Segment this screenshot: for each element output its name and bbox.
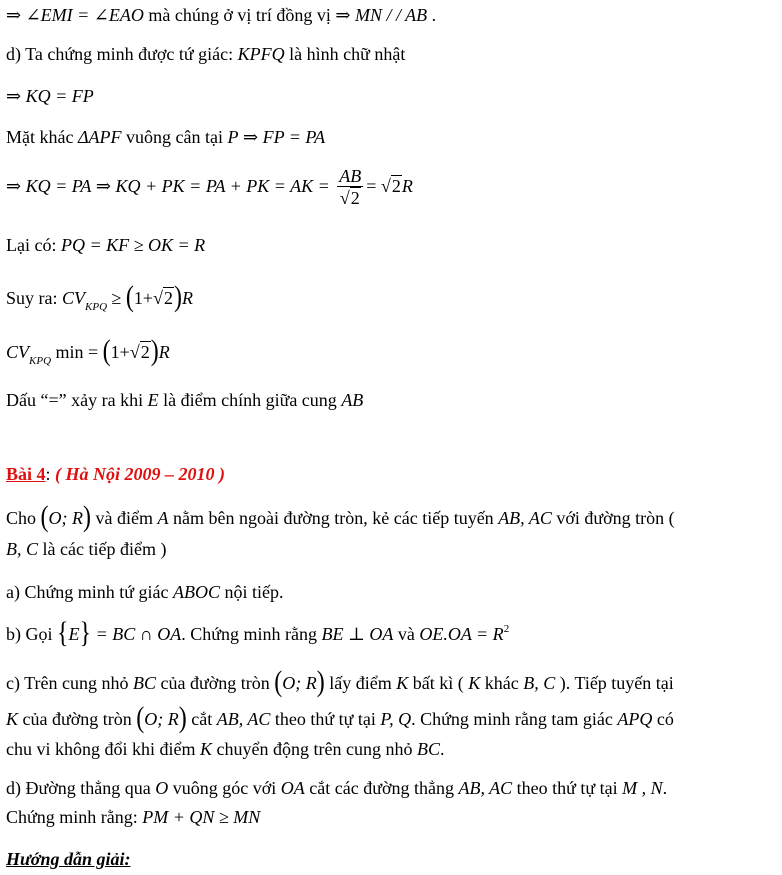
text: là hình chữ nhật (284, 44, 406, 64)
text: với đường tròn ( (551, 508, 675, 528)
radicand: 2 (391, 176, 401, 196)
text: theo thứ tự tại (270, 709, 381, 729)
left-paren: ( (40, 500, 49, 534)
denominator (340, 187, 361, 209)
right-paren: ) (173, 280, 182, 314)
sqrt-symbol: √ (129, 342, 140, 362)
text: c) Trên cung nhỏ (6, 673, 133, 693)
math-expr: KQ = FP (25, 86, 94, 106)
text: và điểm (91, 508, 158, 528)
right-paren: ) (178, 701, 187, 735)
sqrt-symbol: √ (339, 188, 350, 209)
math-expr: KPFQ (237, 44, 285, 64)
superscript: 2 (503, 623, 510, 635)
text: theo thứ tự tại (512, 778, 623, 798)
math-expr: R (401, 176, 413, 196)
math-expr: min = (51, 342, 103, 362)
text: Lại có: (6, 235, 61, 255)
text: lấy điểm (324, 673, 397, 693)
implies-symbol: ⇒ (6, 5, 22, 25)
left-paren: ( (274, 665, 283, 699)
period: . (439, 739, 445, 759)
solution-heading (6, 848, 130, 870)
math-expr: KQ + PK = PA + PK = AK = (115, 176, 330, 196)
period: . (431, 5, 437, 25)
part-a (6, 581, 283, 603)
text: Suy ra: (6, 288, 62, 308)
math-expr: ≥ (107, 288, 126, 308)
math-expr: 1+ (110, 342, 130, 362)
implies-symbol: ⇒ (238, 127, 259, 147)
text: của đường tròn (18, 709, 137, 729)
math-expr: E (147, 390, 159, 410)
line-5 (6, 164, 413, 209)
colon: : (45, 464, 56, 484)
math-expr: OA (280, 778, 305, 798)
math-expr: AB, AC (216, 709, 271, 729)
right-brace: } (79, 616, 92, 650)
math-expr: P (227, 127, 239, 147)
math-expr: BC (416, 739, 440, 759)
implies-symbol: ⇒ (95, 176, 112, 196)
text: d) Đường thẳng qua (6, 778, 156, 798)
numerator: AB (339, 166, 362, 187)
text: ). Tiếp tuyến tại (555, 673, 674, 693)
text: . Chứng minh rằng (181, 624, 322, 644)
text: Chứng minh rằng: (6, 807, 143, 827)
text: chuyển động trên cung nhỏ (212, 739, 417, 759)
text: bất kì ( (408, 673, 469, 693)
line-16 (6, 701, 674, 735)
implies-symbol: ⇒ (6, 176, 22, 196)
part-c (6, 665, 674, 699)
math-expr: ABOC (172, 582, 220, 602)
text: là điểm chính giữa cung (158, 390, 342, 410)
right-paren: ) (83, 500, 92, 534)
math-expr: O; R (144, 709, 179, 729)
text: Mặt khác (6, 127, 78, 147)
math-expr: R (158, 342, 170, 362)
math-expr: OE.OA = R (419, 624, 504, 644)
math-expr: O; R (282, 673, 317, 693)
math-expr: MN / / AB (354, 5, 428, 25)
math-expr: M , N (622, 778, 663, 798)
math-expr: PQ = KF ≥ OK = R (60, 235, 206, 255)
line-8 (6, 336, 170, 370)
radicand: 2 (140, 342, 150, 362)
text: cắt các đường thẳng (304, 778, 459, 798)
text: b) Gọi (6, 624, 57, 644)
left-paren: ( (102, 334, 111, 368)
text: có (652, 709, 674, 729)
math-expr: BE ⊥ OA (321, 624, 394, 644)
text: Dấu “=” xảy ra khi (6, 390, 148, 410)
math-expr: O; R (48, 508, 84, 528)
subscript: KPQ (29, 355, 52, 367)
text: nằm bên ngoài đường tròn, kẻ các tiếp tuyến (168, 508, 499, 528)
left-brace: { (57, 616, 69, 650)
text: d) Ta chứng minh được tứ giác: (6, 44, 238, 64)
math-expr: B, C (6, 539, 39, 559)
line-4 (6, 126, 325, 148)
sqrt-symbol: √ (380, 176, 391, 196)
text: là các tiếp điểm ) (38, 539, 167, 559)
line-11 (6, 500, 675, 534)
problem-label: Bài 4 (6, 464, 46, 484)
right-paren: ) (316, 665, 325, 699)
line-19 (6, 806, 260, 828)
line-12 (6, 538, 166, 560)
line-2 (6, 43, 405, 65)
text: của đường tròn (156, 673, 275, 693)
text: nội tiếp. (219, 582, 284, 602)
text: khác (480, 673, 524, 693)
math-expr: B, C (523, 673, 556, 693)
math-expr: E (68, 624, 80, 644)
line-6 (6, 234, 205, 256)
fraction (337, 166, 363, 209)
radicand: 2 (350, 188, 360, 209)
part-b (6, 616, 510, 650)
text: . Chứng minh rằng tam giác (411, 709, 618, 729)
text: chu vi không đổi khi điểm (6, 739, 200, 759)
period: . (662, 778, 668, 798)
implies-symbol: ⇒ (6, 86, 22, 106)
line-7 (6, 282, 193, 316)
math-expr: O (155, 778, 169, 798)
math-expr: ΔAPF (77, 127, 122, 147)
math-expr: CV (6, 342, 30, 362)
math-expr: KQ = PA (25, 176, 92, 196)
math-expr: PM + QN ≥ MN (142, 807, 261, 827)
math-expr: FP = PA (262, 127, 326, 147)
math-expr: BC (133, 673, 157, 693)
right-paren: ) (150, 334, 159, 368)
math-expr: K (396, 673, 409, 693)
math-expr: R (181, 288, 193, 308)
text: cắt (186, 709, 217, 729)
math-expr: 1+ (133, 288, 154, 308)
math-expr: P, Q (380, 709, 412, 729)
problem-source: ( Hà Nội 2009 – 2010 ) (55, 464, 226, 484)
problem-heading (6, 463, 225, 485)
math-expr: AB, AC (458, 778, 513, 798)
line-17 (6, 738, 444, 760)
equals-symbol: = (366, 176, 377, 196)
left-paren: ( (125, 280, 134, 314)
math-expr: APQ (617, 709, 653, 729)
text: a) Chứng minh tứ giác (6, 582, 173, 602)
math-expr: CV (62, 288, 86, 308)
math-expr: K (199, 739, 212, 759)
text: Cho (6, 508, 41, 528)
text: vuông cân tại (121, 127, 228, 147)
sqrt-symbol: √ (153, 288, 163, 308)
implies-symbol: ⇒ (335, 5, 351, 25)
text: vuông góc với (168, 778, 281, 798)
math-expr: = BC ∩ OA (91, 624, 182, 644)
part-d (6, 777, 667, 799)
text: mà chúng ở vị trí đồng vị (143, 5, 336, 25)
text: và (393, 624, 420, 644)
left-paren: ( (136, 701, 145, 735)
line-9 (6, 389, 363, 411)
solution-label: Hướng dẫn giải: (6, 849, 131, 869)
line-1 (6, 4, 436, 26)
math-expr: K (468, 673, 481, 693)
math-expr: K (6, 709, 19, 729)
math-expr: A (157, 508, 169, 528)
radicand: 2 (163, 288, 173, 308)
math-expr: AB (341, 390, 364, 410)
line-3 (6, 85, 94, 107)
math-expr: AB, AC (498, 508, 552, 528)
math-expr: ∠EMI = ∠EAO (25, 5, 144, 25)
subscript: KPQ (85, 301, 108, 313)
